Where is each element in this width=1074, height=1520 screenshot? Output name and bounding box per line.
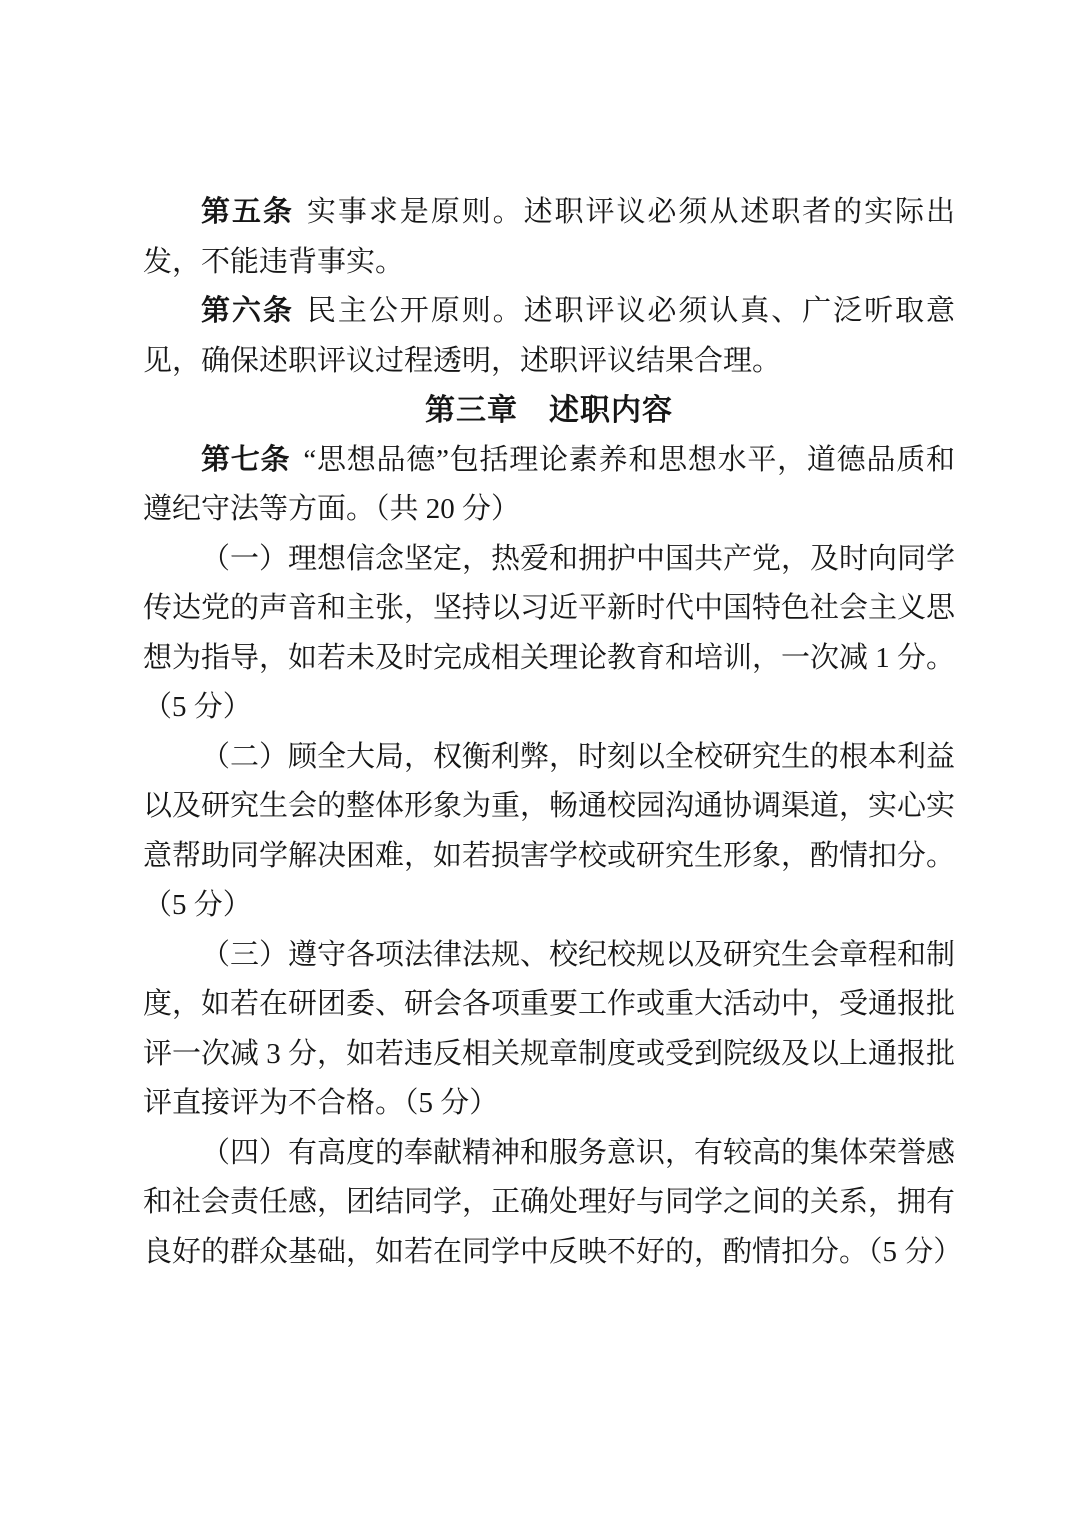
item-paragraph [143, 1129, 963, 1278]
paragraph-text: （四）有高度的奉献精神和服务意识，有较高的集体荣誉感和社会责任感，团结同学，正确处理好与同学之间的关系，拥有良好的群众基础，如若在同学中反映不好的，酌情扣分。（5 分） [143, 1136, 963, 1268]
article-number-label: 第五条 [201, 196, 294, 228]
document-body [143, 188, 963, 1277]
article-paragraph [143, 436, 955, 535]
article-number-label: 第七条 [201, 443, 291, 476]
article-number-label: 第六条 [201, 295, 294, 327]
paragraph-text: 实事求是原则。述职评议必须从述职者的实际出发，不能违背事实。 [143, 196, 955, 278]
item-paragraph [143, 931, 955, 1129]
item-paragraph [143, 535, 955, 733]
paragraph-text: （一）理想信念坚定，热爱和拥护中国共产党，及时向同学传达党的声音和主张，坚持以习近平新时代中国特色社会主义思想为指导，如若未及时完成相关理论教育和培训，一次减 1 分。（5 分） [143, 542, 956, 723]
paragraph-text: （三）遵守各项法律法规、校纪校规以及研究生会章程和制度，如若在研团委、研会各项重要工作或重大活动中，受通报批评一次减 3 分，如若违反相关规章制度或受到院级及以上通报批评直接评为不合格。（5 分） [143, 938, 956, 1119]
chapter-heading: 第三章 述职内容 [425, 394, 673, 427]
paragraph-text: （二）顾全大局，权衡利弊，时刻以全校研究生的根本利益以及研究生会的整体形象为重，畅通校园沟通协调渠道，实心实意帮助同学解决困难，如若损害学校或研究生形象，酌情扣分。（5 分） [143, 740, 956, 921]
article-paragraph [143, 287, 955, 386]
article-paragraph [143, 188, 955, 287]
paragraph-text: 民主公开原则。述职评议必须认真、广泛听取意见，确保述职评议过程透明，述职评议结果合理。 [143, 295, 955, 377]
item-paragraph [143, 733, 955, 931]
paragraph-text: “思想品德”包括理论素养和思想水平，道德品质和遵纪守法等方面。（共 20 分） [143, 443, 955, 525]
